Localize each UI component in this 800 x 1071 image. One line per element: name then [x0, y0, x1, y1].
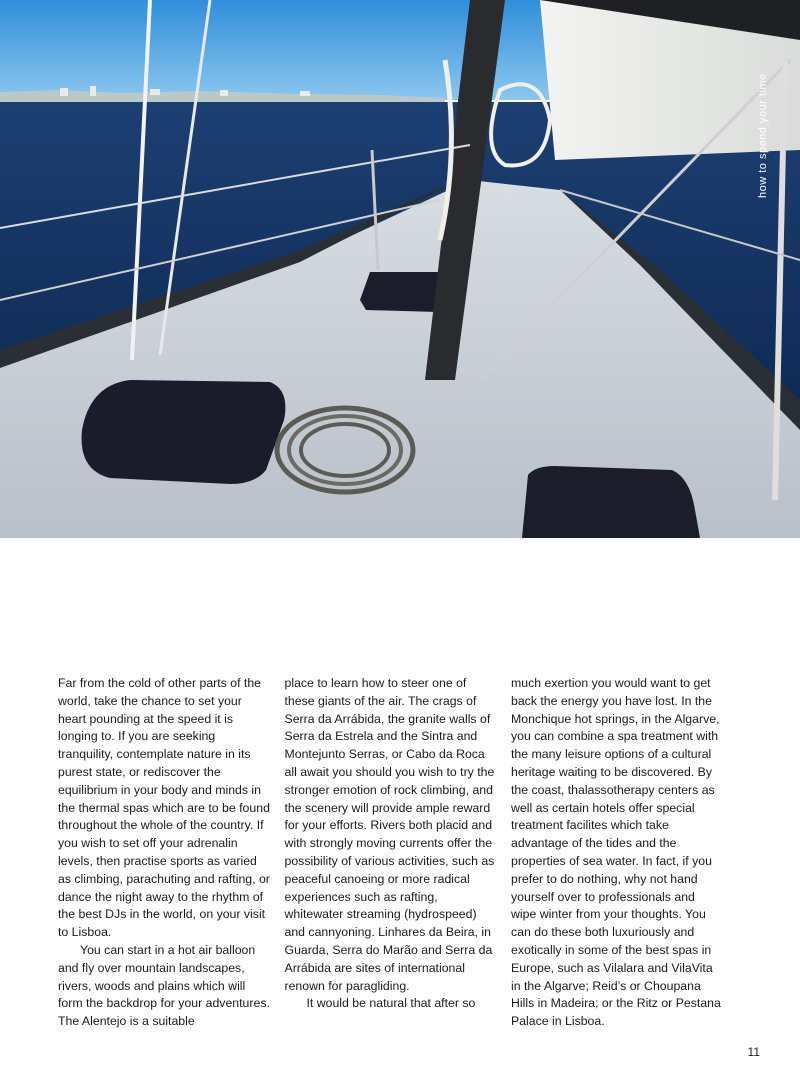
text-column-1 — [58, 675, 270, 1031]
paragraph: much exertion you would want to get back the energy you have lost. In the Monchique hot springs, in the Algarve, you can combine a spa treatment with the many leisure options of a cultural heritage waiting to be discovered. By the coast, thalassotherapy centers as well as certain hotels offer special treatment facilites which take advantage of the tides and the properties of sea water. In fact, if you prefer to do nothing, why not hand yourself over to professionals and wipe winter from your thoughts. You can do these both luxuriously and exotically in some of the best spas in Europe, such as Vilalara and VilaVita in the Algarve; Reid’s or Choupana Hills in Madeira; or the Ritz or Pestana Palace in Lisboa. — [511, 676, 721, 1029]
paragraph: place to learn how to steer one of these giants of the air. The crags of Serra da Arrábida, the granite walls of Serra da Estrela and the Sintra and Montejunto Serras, or Cabo da Roca all await you should you wish to try the stronger emotion of rock climbing, and the scenery will provide ample reward for your efforts. Rivers both placid and with strongly moving currents offer the possibility of various activities, such as peaceful canoeing or more radical experiences such as rafting, whitewater streaming (hydrospeed) and cannyoning. Linhares da Beira, in Guarda, Serra do Marão and Serra da Arrábida are sites of international renown for paragliding. — [284, 676, 495, 993]
section-label: how to spend your time — [757, 73, 769, 198]
article-body — [58, 675, 723, 1031]
text-column-3 — [511, 675, 723, 1031]
page-number: 11 — [747, 1045, 760, 1059]
text-column-2 — [285, 675, 497, 1031]
paragraph: Far from the cold of other parts of the world, take the chance to set your heart pounding at the speed it is longing to. If you are seeking tranquility, contemplate nature in its purest state, or rediscover the equilibrium in your body and minds in the thermal spas which are to be found throughout the whole of the country. If you wish to set off your adrenalin levels, then practise sports as varied as climbing, parachuting and rafting, or dance the night away to the rhythm of the best DJs in the world, on your visit to Lisboa. — [58, 676, 270, 940]
paragraph: You can start in a hot air balloon and fly over mountain landscapes, rivers, woods and plains which will form the backdrop for your adventures. The Alentejo is a suitable — [58, 942, 270, 1029]
paragraph: It would be natural that after so — [306, 996, 476, 1011]
